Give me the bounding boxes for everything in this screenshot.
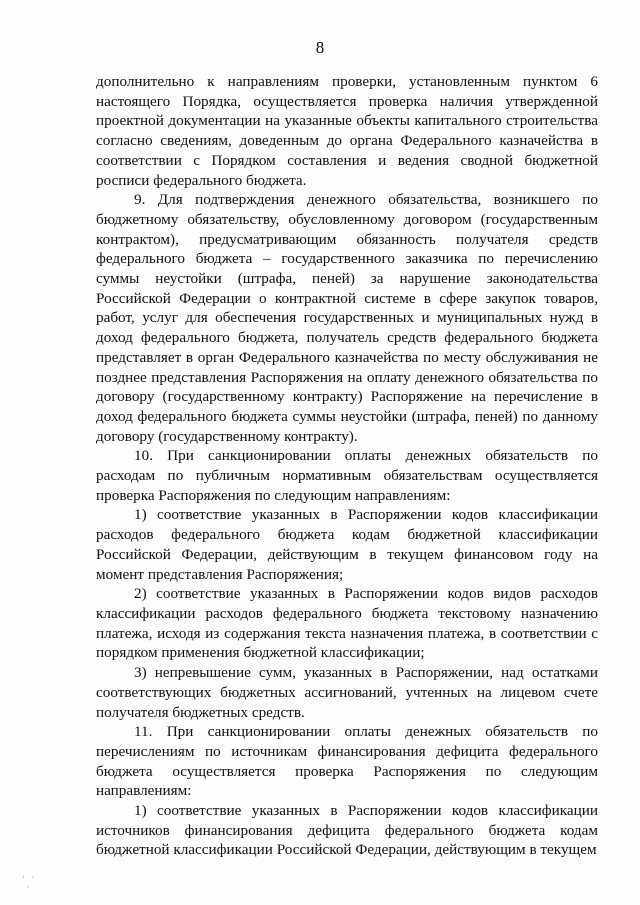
paragraph-11-item-1: 1) соответствие указанных в Распоряжении кодов классификации источников финансирования дефицита федерального бюджета кодам бюджетной классификации Российской Федерации, действующим в текущем xyxy=(96,802,598,859)
paragraph-9: 9. Для подтверждения денежного обязательства, возникшего по бюджетному обязательству, обусловленному договором (государственным контрактом), предусматривающим обязанность получателя средств федерального бюджета – государственного заказчика по перечислению суммы неустойки (штрафа, пеней) за нарушение законодательства Российской Федерации о контрактной системе в сфере закупок товаров, работ, услуг для обеспечения государственных и муниципальных нужд в доход федерального бюджета, получатель средств федерального бюджета представляет в орган Федерального казначейства по месту обслуживания не позднее представления Распоряжения на оплату денежного обязательства по договору (государственному контракту) Распоряжение на перечисление в доход федерального бюджета суммы неустойки (штрафа, пеней) по данному договору (государственному контракту). xyxy=(96,191,598,445)
paragraph-10-item-1: 1) соответствие указанных в Распоряжении кодов классификации расходов федерального бюджета кодам бюджетной классификации Российской Федерации, действующим в текущем финансовом году на момент представления Распоряжения; xyxy=(96,506,598,583)
scan-artifact-mark: · · · xyxy=(22,872,37,892)
document-body xyxy=(96,72,598,860)
paragraph-11: 11. При санкционировании оплаты денежных обязательств по перечислениям по источникам финансирования дефицита федерального бюджета осуществляется проверка Распоряжения по следующим направлениям: xyxy=(96,723,598,800)
page-number: 8 xyxy=(315,38,325,57)
paragraph-continuation: дополнительно к направлениям проверки, установленным пунктом 6 настоящего Порядка, осуществляется проверка наличия утвержденной проектной документации на указанные объекты капитального строительства согласно сведениям, доведенным до органа Федерального казначейства в соответствии с Порядком составления и ведения сводной бюджетной росписи федерального бюджета. xyxy=(96,73,598,189)
paragraph-10-item-3: 3) непревышение сумм, указанных в Распоряжении, над остатками соответствующих бюджетных ассигнований, учтенных на лицевом счете получателя бюджетных средств. xyxy=(96,664,598,721)
paragraph-10-item-2: 2) соответствие указанных в Распоряжении кодов видов расходов классификации расходов федерального бюджета текстовому назначению платежа, исходя из содержания текста назначения платежа, в соответствии с порядком применения бюджетной классификации; xyxy=(96,585,598,662)
paragraph-10: 10. При санкционировании оплаты денежных обязательств по расходам по публичным нормативным обязательствам осуществляется проверка Распоряжения по следующим направлениям: xyxy=(96,447,598,504)
